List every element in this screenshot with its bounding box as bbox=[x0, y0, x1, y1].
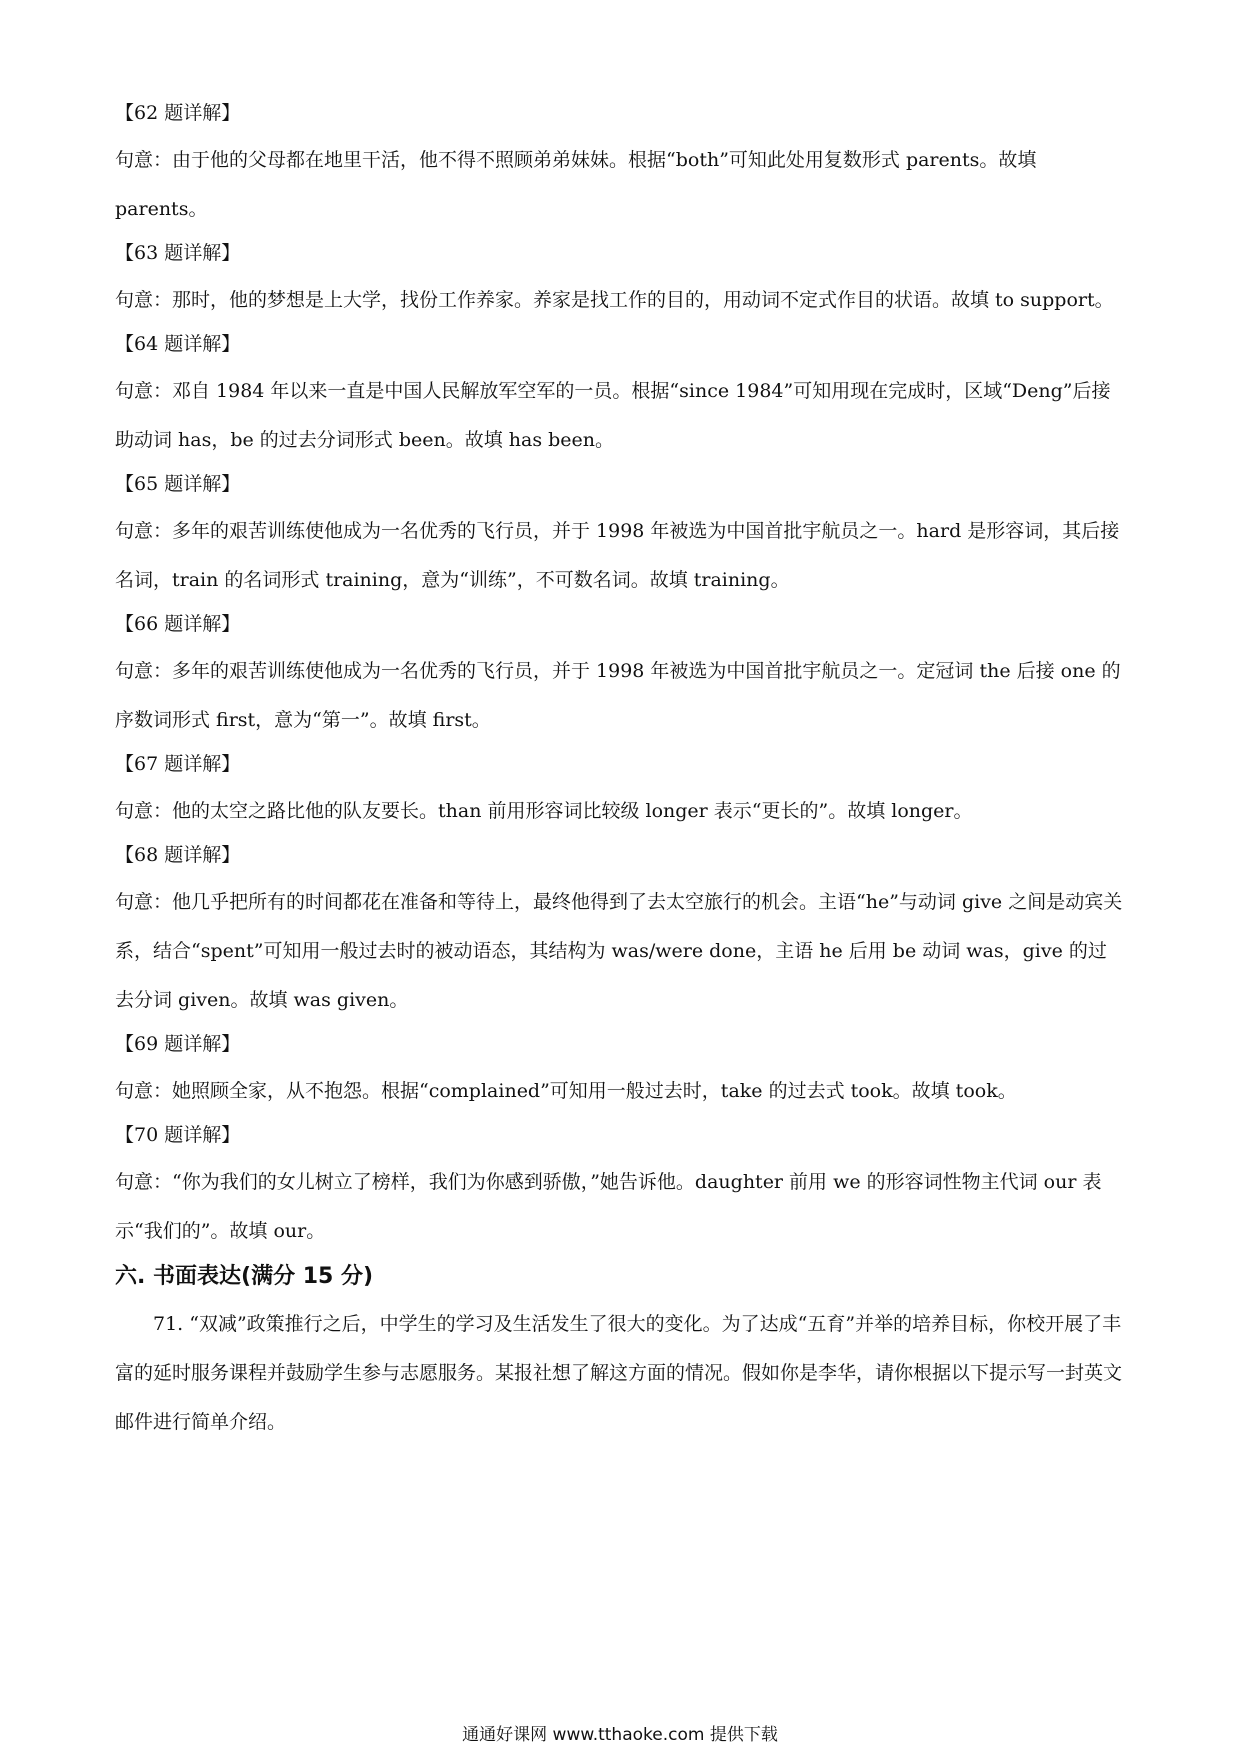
question-heading: 【68 题详解】 bbox=[115, 844, 241, 866]
question-heading: 【67 题详解】 bbox=[115, 753, 241, 775]
question-text: 句意：多年的艰苦训练使他成为一名优秀的飞行员，并于 1998 年被选为中国首批宇航员之一。hard 是形容词，其后接名词，train 的名词形式 training，意为“训练”，不可数名词。故填 training。 bbox=[115, 520, 1120, 591]
question-65-explanation bbox=[115, 471, 1125, 605]
question-62-explanation bbox=[115, 100, 1125, 234]
question-heading: 【63 题详解】 bbox=[115, 242, 241, 264]
question-text: 句意：邓自 1984 年以来一直是中国人民解放军空军的一员。根据“since 1984”可知用现在完成时，区域“Deng”后接助动词 has，be 的过去分词形式 been。故填 has been。 bbox=[115, 380, 1111, 451]
question-text: 句意：“你为我们的女儿树立了榜样，我们为你感到骄傲，”她告诉他。daughter 前用 we 的形容词性物主代词 our 表示“我们的”。故填 our。 bbox=[115, 1171, 1102, 1242]
question-heading: 【65 题详解】 bbox=[115, 473, 241, 495]
question-heading: 【66 题详解】 bbox=[115, 613, 241, 635]
document-page bbox=[115, 100, 1125, 1453]
question-70-explanation bbox=[115, 1122, 1125, 1256]
question-66-explanation bbox=[115, 611, 1125, 745]
question-63-explanation bbox=[115, 240, 1125, 325]
question-69-explanation bbox=[115, 1031, 1125, 1116]
question-text: 句意：多年的艰苦训练使他成为一名优秀的飞行员，并于 1998 年被选为中国首批宇航员之一。定冠词 the 后接 one 的序数词形式 first，意为“第一”。故填 first。 bbox=[115, 660, 1121, 731]
section-title: 六. 书面表达(满分 15 分) bbox=[115, 1264, 374, 1289]
question-68-explanation bbox=[115, 842, 1125, 1025]
question-text: 句意：他的太空之路比他的队友要长。than 前用形容词比较级 longer 表示“更长的”。故填 longer。 bbox=[115, 800, 973, 822]
page-footer: 通通好课网 www.tthaoke.com 提供下载 bbox=[462, 1725, 778, 1745]
question-text: 句意：由于他的父母都在地里干活，他不得不照顾弟弟妹妹。根据“both”可知此处用复数形式 parents。故填 parents。 bbox=[115, 149, 1037, 220]
question-text: 句意：她照顾全家，从不抱怨。根据“complained”可知用一般过去时，take 的过去式 took。故填 took。 bbox=[115, 1080, 1017, 1102]
question-heading: 【62 题详解】 bbox=[115, 102, 241, 124]
question-67-explanation bbox=[115, 751, 1125, 836]
question-heading: 【70 题详解】 bbox=[115, 1124, 241, 1146]
question-text: 句意：他几乎把所有的时间都花在准备和等待上，最终他得到了去太空旅行的机会。主语“he”与动词 give 之间是动宾关系，结合“spent”可知用一般过去时的被动语态，其结构为 was/were done，主语 he 后用 be 动词 was，give 的过去分词 given。故填 was given。 bbox=[115, 891, 1123, 1011]
question-text: 句意：那时，他的梦想是上大学，找份工作养家。养家是找工作的目的，用动词不定式作目的状语。故填 to support。 bbox=[115, 289, 1114, 311]
writing-prompt: 71. “双减”政策推行之后，中学生的学习及生活发生了很大的变化。为了达成“五育”并举的培养目标，你校开展了丰富的延时服务课程并鼓励学生参与志愿服务。某报社想了解这方面的情况。假如你是李华，请你根据以下提示写一封英文邮件进行简单介绍。 bbox=[115, 1313, 1123, 1433]
question-heading: 【69 题详解】 bbox=[115, 1033, 241, 1055]
question-heading: 【64 题详解】 bbox=[115, 333, 241, 355]
question-64-explanation bbox=[115, 331, 1125, 465]
